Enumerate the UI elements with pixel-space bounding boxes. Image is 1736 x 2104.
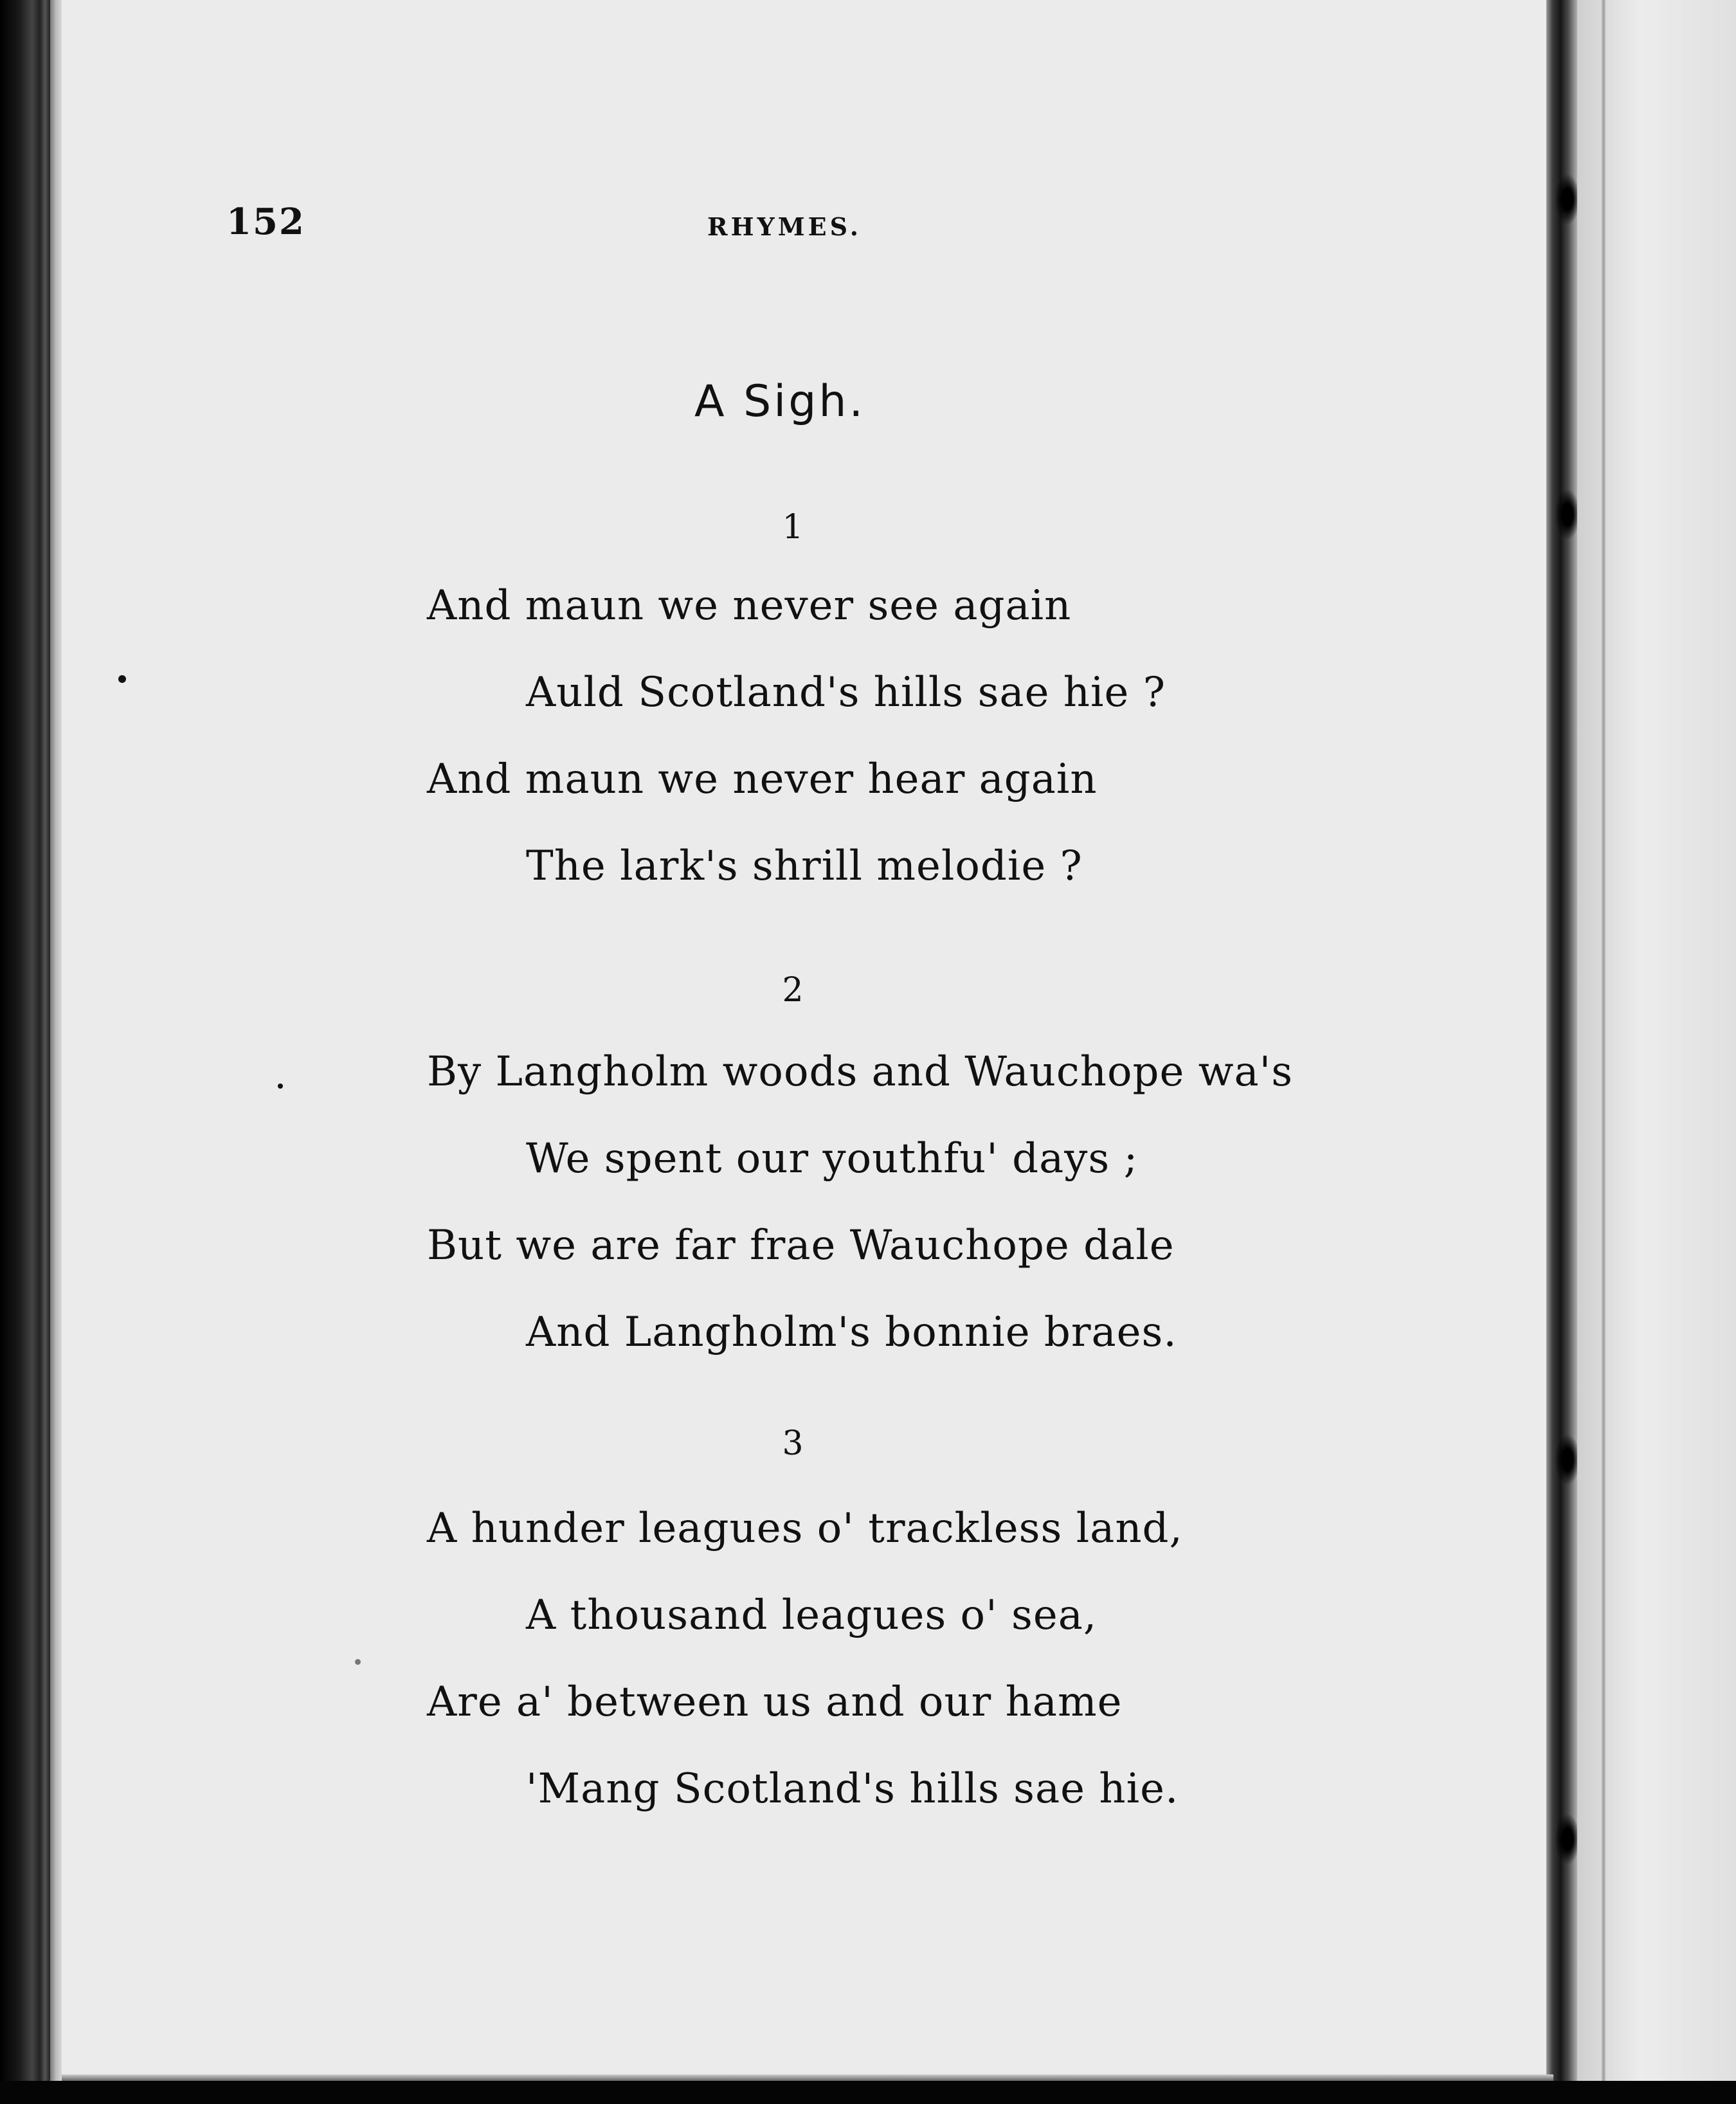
gutter-fold bbox=[1555, 1813, 1580, 1865]
poem-line: But we are far frae Wauchope dale bbox=[427, 1222, 1175, 1269]
poem-line: And maun we never hear again bbox=[427, 756, 1098, 803]
ink-speck bbox=[118, 675, 126, 683]
poem-line: A thousand leagues o' sea, bbox=[526, 1592, 1098, 1639]
poem-line: 'Mang Scotland's hills sae hie. bbox=[526, 1765, 1179, 1813]
page-edge-left bbox=[50, 0, 62, 2104]
poem-line: A hunder leagues o' trackless land, bbox=[427, 1505, 1183, 1552]
poem-line: The lark's shrill melodie ? bbox=[526, 842, 1083, 890]
stanza-number: 1 bbox=[782, 508, 804, 547]
stanza-number: 2 bbox=[782, 971, 804, 1010]
running-header: RHYMES. bbox=[707, 212, 862, 241]
page-edge-bottom bbox=[62, 2074, 1553, 2081]
ink-speck bbox=[278, 1084, 283, 1089]
book-gutter bbox=[1546, 0, 1577, 2081]
stanza-number: 3 bbox=[782, 1424, 804, 1463]
gutter-fold bbox=[1555, 1434, 1580, 1485]
poem-line: And maun we never see again bbox=[427, 582, 1072, 630]
gutter-fold bbox=[1555, 489, 1580, 540]
gutter-fold bbox=[1555, 174, 1580, 225]
poem-title: A Sigh. bbox=[694, 376, 866, 427]
poem-line: Auld Scotland's hills sae hie ? bbox=[526, 669, 1166, 716]
ink-speck bbox=[355, 1659, 361, 1665]
facing-page-crease bbox=[1601, 0, 1606, 2081]
page-number: 152 bbox=[226, 201, 305, 243]
poem-line: And Langholm's bonnie braes. bbox=[526, 1309, 1177, 1356]
scan-border-bottom bbox=[0, 2081, 1736, 2104]
scan-border-left bbox=[0, 0, 50, 2104]
poem-line: By Langholm woods and Wauchope wa's bbox=[427, 1048, 1294, 1096]
poem-line: We spent our youthfu' days ; bbox=[526, 1135, 1139, 1183]
poem-line: Are a' between us and our hame bbox=[427, 1678, 1123, 1726]
